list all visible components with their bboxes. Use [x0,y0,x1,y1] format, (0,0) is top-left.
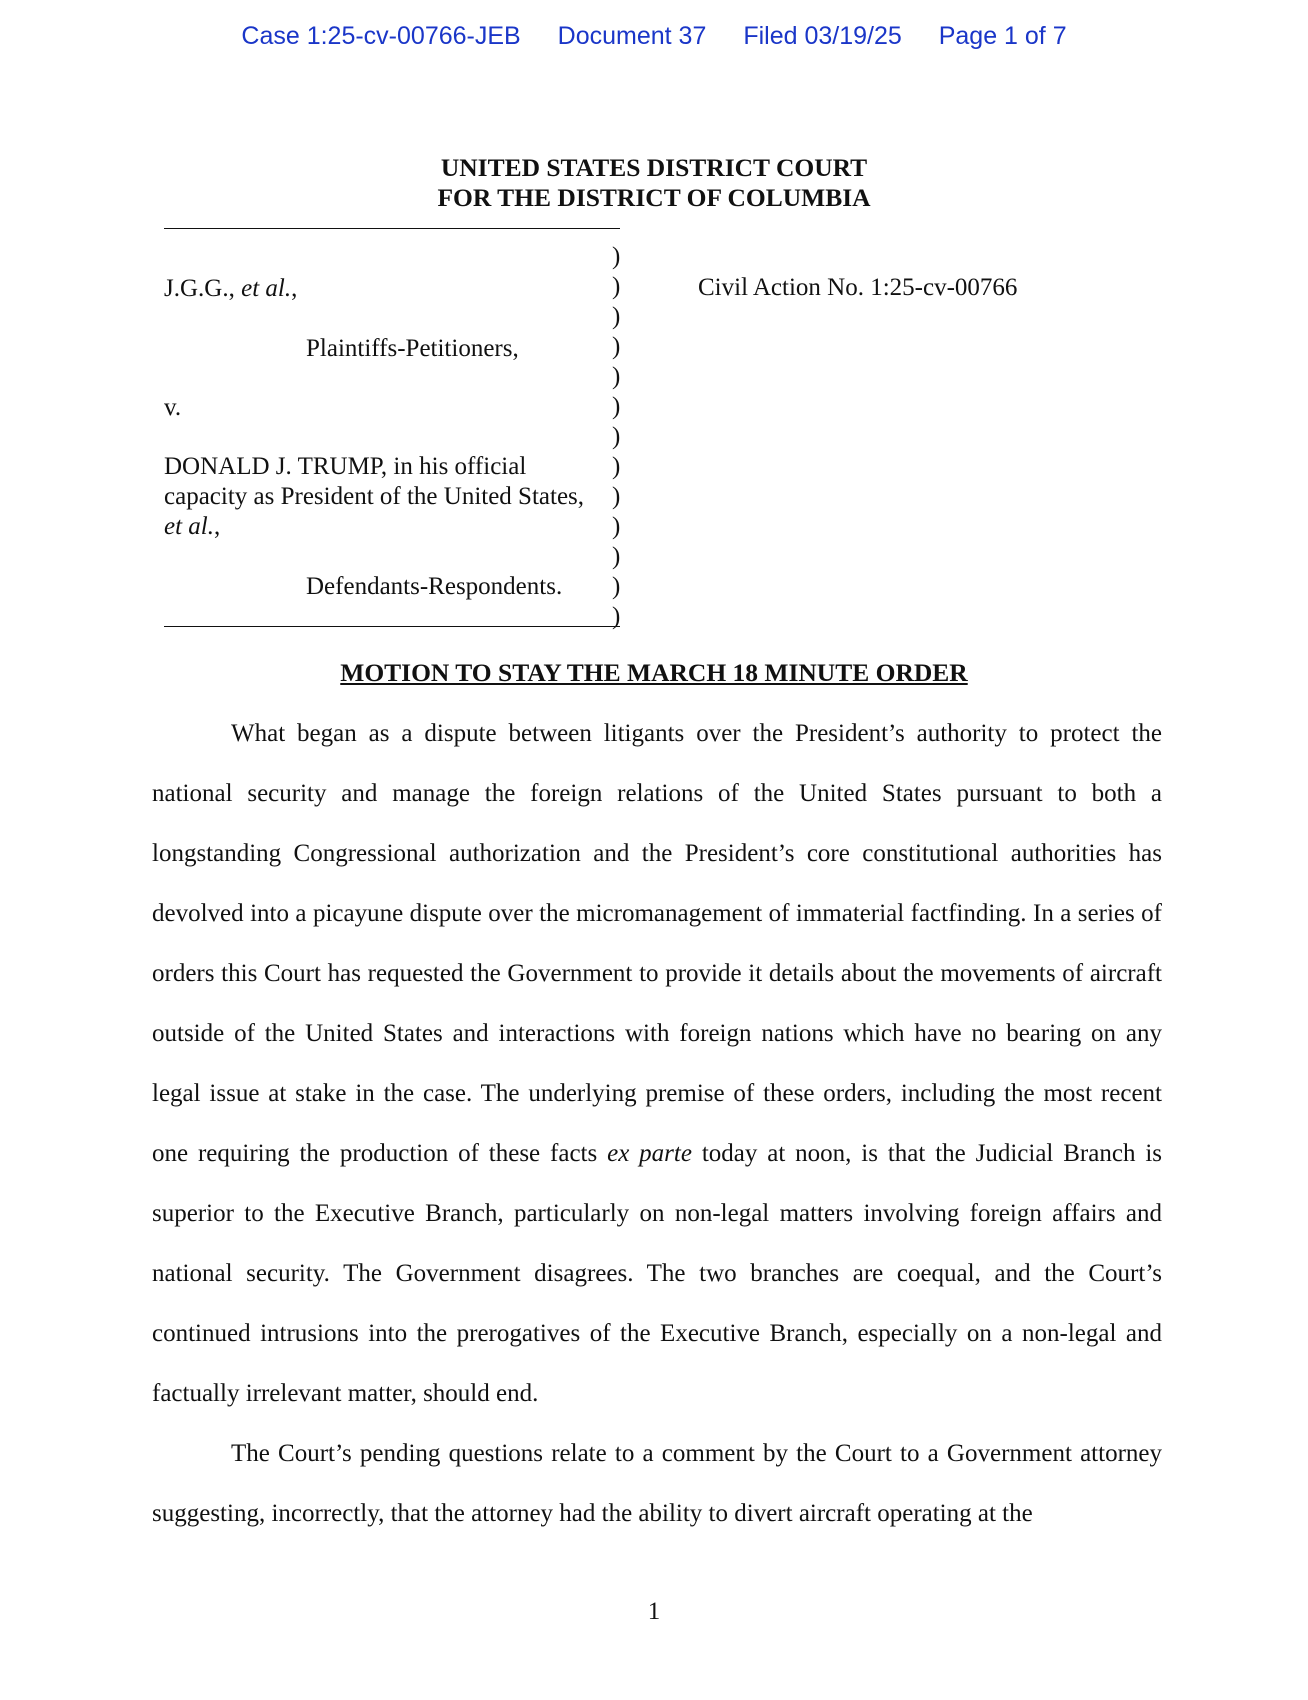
paragraph-2: The Court’s pending questions relate to a comment by the Court to a Government attorney suggesting, incorrectly, that the attorney had the ability to divert aircraft operating at the [152,1440,1162,1527]
case-number: Case 1:25-cv-00766-JEB [241,22,521,50]
case-caption [0,230,1308,630]
motion-body [152,704,1162,1544]
ecf-header [0,22,1308,51]
defendant-role: Defendants-Respondents. [306,573,563,600]
paragraph-1 [152,704,1162,1424]
ex-parte-term: ex parte [607,1140,692,1167]
paragraph-1-part-2: today at noon, is that the Judicial Branch is superior to the Executive Branch, particularly on non-legal matters involving foreign affairs and national security. The Government disagrees. The two branches are coequal, and the Court’s continued intrusions into the prerogatives of the Executive Branch, especially on a non-legal and factually irrelevant matter, should end. [152,1140,1162,1407]
caption-top-rule [164,228,620,229]
caption-paren: ) [612,603,621,630]
caption-paren: ) [612,453,621,480]
motion-title: MOTION TO STAY THE MARCH 18 MINUTE ORDER [340,658,968,687]
caption-paren: ) [612,393,621,420]
caption-bottom-rule [164,626,620,627]
defendant-line-2: capacity as President of the United States, [164,483,585,510]
caption-paren: ) [612,243,621,270]
document-number: Document 37 [557,22,707,50]
court-district: FOR THE DISTRICT OF COLUMBIA [437,183,871,212]
plaintiff-comma: , [291,275,298,302]
page-indicator: Page 1 of 7 [938,22,1067,50]
plaintiff-name [164,274,297,304]
court-name: UNITED STATES DISTRICT COURT [440,153,868,182]
caption-paren-column [612,242,620,632]
court-heading [0,153,1308,213]
caption-paren: ) [612,303,621,330]
caption-paren: ) [612,423,621,450]
paragraph-1-part-1: What began as a dispute between litigants over the President’s authority to protect the national security and manage the foreign relations of the United States pursuant to both a longstanding Congressional authorization and the President’s core constitutional authorities has devolved into a picayune dispute over the micromanagement of immaterial factfinding. In a series of orders this Court has requested the Government to provide it details about the movements of aircraft outside of the United States and interactions with foreign nations which have no bearing on any legal issue at stake in the case. The underlying premise of these orders, including the most recent one requiring the production of these facts [152,720,1162,1167]
caption-paren: ) [612,333,621,360]
defendant-comma: , [214,513,221,540]
civil-action-number: Civil Action No. 1:25-cv-00766 [698,274,1018,301]
filed-date: Filed 03/19/25 [743,22,902,50]
caption-paren: ) [612,483,621,510]
plaintiff-role: Plaintiffs-Petitioners, [306,335,519,362]
plaintiff-et-al: et al. [241,275,292,302]
defendant-et-al-line [164,512,220,542]
versus: v. [164,394,182,421]
caption-paren: ) [612,543,621,570]
caption-paren: ) [612,363,621,390]
defendant-line-1: DONALD J. TRUMP, in his official [164,453,527,480]
caption-paren: ) [612,513,621,540]
page-number: 1 [647,1598,661,1625]
caption-paren: ) [612,273,621,300]
defendant-et-al: et al. [164,513,214,540]
plaintiff-name-text: J.G.G., [164,275,242,302]
caption-paren: ) [612,573,621,600]
